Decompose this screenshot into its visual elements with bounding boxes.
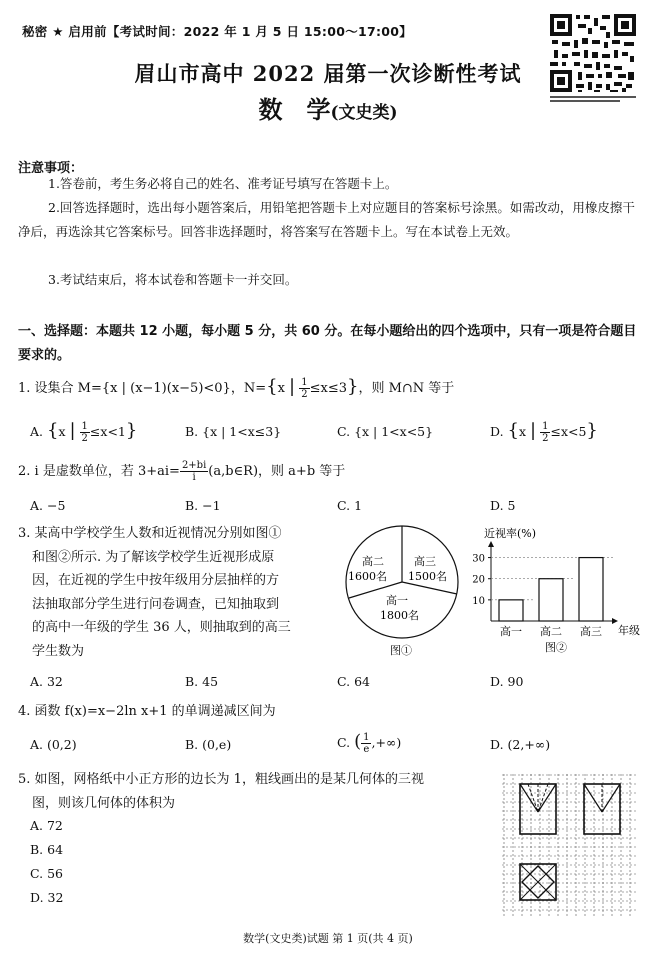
question-2-stem-post: (a,b∈R)，则 a+b 等于 [208, 464, 346, 479]
fraction-numerator: 2+bi [181, 460, 207, 471]
question-3-line: 因，在近视的学生中按年级用分层抽样的方 [32, 573, 280, 588]
question-5-option-c: C. 56 [30, 866, 63, 881]
question-5-line: 5. 如图，网格纸中小正方形的边长为 1，粗线画出的是某几何体的三视 [18, 772, 424, 787]
x-category-label: 高一 [500, 625, 522, 638]
question-5-line: 图，则该几何体的体积为 [32, 796, 176, 811]
pie-slice-label: 高一 [386, 594, 408, 607]
side-view-edge [584, 784, 602, 812]
qr-code-icon [548, 12, 638, 104]
option-c-tail: ,+∞) [371, 735, 402, 750]
pie-figure [340, 520, 465, 660]
question-3-option-b: B. 45 [185, 674, 219, 689]
option-a-label: A. [30, 424, 44, 439]
bar-chart [466, 525, 646, 660]
exam-title: 眉山市高中 2022 届第一次诊断性考试 [134, 61, 522, 86]
question-3-option-c: C. 64 [337, 674, 370, 689]
exam-header: 秘密 ★ 启用前【考试时间：2022 年 1 月 5 日 15:00～17:00】 [22, 24, 413, 39]
fraction-denominator: i [192, 472, 196, 483]
notice-item-1: 1.答卷前，考生务必将自己的姓名、准考证号填写在答题卡上。 [48, 176, 398, 191]
option-c-label: C. [337, 735, 351, 750]
pie-slice-count: 1800名 [380, 609, 419, 622]
question-3-stem [18, 522, 343, 663]
y-tick-label: 30 [472, 553, 485, 565]
y-tick-label: 20 [472, 574, 485, 586]
front-view-edge [520, 784, 538, 812]
page-footer: 数学(文史类)试题 第 1 页(共 4 页) [243, 932, 413, 945]
question-4-option-c: C. ( $\frac{1}{e}$ ,+∞) [337, 731, 402, 755]
question-5-option-a: A. 72 [30, 818, 63, 833]
bar-chart-ylabel: 近视率(%) [484, 527, 537, 540]
question-2-option-c: C. 1 [337, 498, 363, 513]
notice-heading: 注意事项： [18, 161, 84, 176]
question-4-option-a: A. (0,2) [30, 737, 77, 752]
question-4-option-b: B. (0,e) [185, 737, 232, 752]
bar-chart-caption: 图② [545, 641, 567, 654]
question-1-option-d: D. {x | $\frac{1}{2}$ ≤x<5} [490, 420, 598, 444]
question-1-stem: 1. 设集合 M={x | (x−1)(x−5)<0}，N={x | $\frac{1}{2}$ ≤x≤3}，则 M∩N 等于 [18, 376, 455, 400]
question-1-option-c: C. {x | 1<x<5} [337, 424, 434, 439]
question-1-option-b: B. {x | 1<x≤3} [185, 424, 282, 439]
pie-slice-label: 高二 [362, 555, 384, 568]
question-5-stem [18, 768, 424, 816]
grid-lines [502, 774, 638, 916]
question-3-line: 3. 某高中学校学生人数和近视情况分别如图① [18, 526, 282, 541]
bar-chart-xlabel: 年级 [618, 624, 640, 637]
y-tick-label: 10 [472, 595, 485, 607]
question-1-option-a: A. {x | $\frac{1}{2}$ ≤x<1} [30, 420, 138, 444]
question-3-line: 法抽取部分学生进行问卷调查，已知抽取到 [32, 596, 280, 612]
x-category-label: 高三 [580, 625, 602, 638]
pie-slice-count: 1600名 [348, 570, 387, 583]
notice-item-3: 3.考试结束后，将本试卷和答题卡一并交回。 [48, 272, 298, 287]
subject-category: (文史类) [330, 103, 398, 123]
question-2-stem [18, 460, 345, 483]
question-3-option-d: D. 90 [490, 674, 524, 689]
question-2-stem-pre: 2. i 是虚数单位，若 3+ai= [18, 464, 180, 479]
subject-name: 数 学 [258, 95, 331, 124]
notice-item-2: 2.回答选择题时，选出每小题答案后，用铅笔把答题卡上对应题目的答案标号涂黑。如需改动，用橡皮擦干净后，再选涂其它答案标号。回答非选择题时，将答案写在答题卡上。写在本试卷上无效。 [18, 200, 635, 239]
section-heading: 一、选择题：本题共 12 小题，每小题 5 分，共 60 分。在每小题给出的四个选项中，只有一项是符合题目要求的。 [18, 324, 637, 363]
question-5-option-d: D. 32 [30, 890, 64, 905]
x-category-label: 高二 [540, 625, 562, 638]
front-view-edge [538, 784, 556, 812]
question-2-option-d: D. 5 [490, 498, 516, 513]
pie-caption: 图① [390, 644, 412, 657]
three-view-figure [500, 772, 640, 920]
question-3-line: 的高中一年级的学生 36 人，则抽取到的高三 [32, 620, 291, 635]
question-2-option-b: B. −1 [185, 498, 221, 513]
pie-slice-count: 1500名 [408, 570, 447, 583]
bar [579, 558, 603, 621]
side-view-edge [602, 784, 620, 812]
question-3-line: 和图②所示. 为了解该学校学生近视形成原 [32, 549, 275, 565]
y-axis-arrow [488, 541, 494, 547]
pie-divider [402, 582, 457, 594]
question-3-line: 学生数为 [32, 643, 85, 659]
bar [539, 579, 563, 621]
question-5-option-b: B. 64 [30, 842, 64, 857]
question-4-stem: 4. 函数 f(x)=x−2ln x+1 的单调递减区间为 [18, 704, 276, 719]
question-4-option-d: D. (2,+∞) [490, 737, 551, 752]
pie-slice-label: 高三 [414, 555, 436, 568]
question-2-option-a: A. −5 [30, 498, 66, 513]
bar [499, 600, 523, 621]
question-3-option-a: A. 32 [30, 674, 63, 689]
option-d-label: D. [490, 424, 504, 439]
